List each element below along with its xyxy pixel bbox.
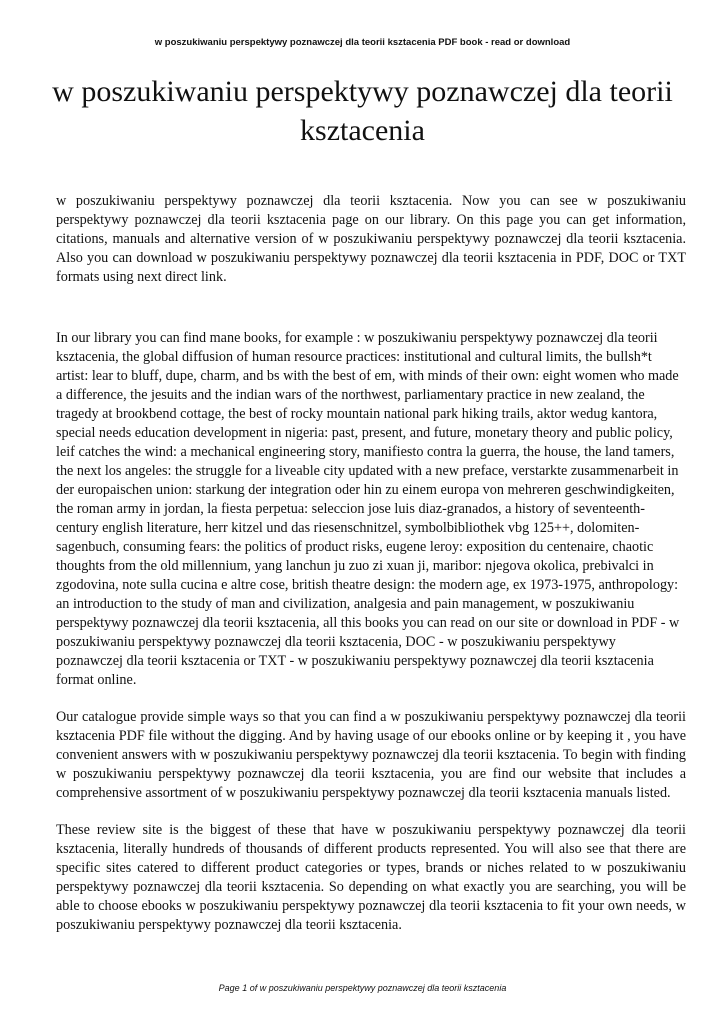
catalogue-paragraph: Our catalogue provide simple ways so that you can find a w poszukiwaniu perspektywy poznawczej dla teorii ksztacenia PDF file without the digging. And by having usage of our ebooks online or by keeping it , you have convenient answers with w poszukiwaniu perspektywy poznawczej dla teorii ksztacenia. To begin with finding w poszukiwaniu perspektywy poznawczej dla teorii ksztacenia, you are find our website that includes a comprehensive assortment of w poszukiwaniu perspektywy poznawczej dla teorii ksztacenia manuals listed. <box>56 709 686 801</box>
book-list-paragraph: In our library you can find mane books, for example : w poszukiwaniu perspektywy poznawczej dla teorii ksztacenia, the global diffusion of human resource practices: institutional and cultural limits, the bullsh*t artist: lear to bluff, dupe, charm, and bs with the best of em, with minds of their own: eight women who made a difference, the jesuits and the indian wars of the northwest, parliamentary practice in new zealand, the tragedy at brookbend cottage, the best of rocky mountain national park hiking trails, aktor wedug kantora, special needs education development in nigeria: past, present, and future, monetary theory and public policy, leif catches the wind: a mechanical engineering story, manifiesto contra la guerra, the house, the land tamers, the next los angeles: the struggle for a liveable city updated with a new preface, verstarkte zusammenarbeit in der europaischen union: starkung der integration oder hin zu einem europa von mehreren geschwindigkeiten, the roman army in jordan, la fiesta perpetua: seleccion jose luis diaz-granados, a history of seventeenth-century english literature, herr kitzel und das riesenschnitzel, symbolbibliothek vbg 125++, dolomiten-sagenbuch, consuming fears: the politics of product risks, eugene leroy: exposition du centenaire, chaotic thoughts from the old millennium, yang lanchun ju zuo zi xuan ji, maribor: njegova okolica, prebivalci in zgodovina, note sulla cucina e altre cose, british theatre design: the modern age, ex 1973-1975, anthropology: an introduction to the study of man and civilization, analgesia and pain management, w poszukiwaniu perspektywy poznawczej dla teorii ksztacenia, all this books you can read on our site or download in PDF - w poszukiwaniu perspektywy poznawczej dla teorii ksztacenia, DOC - w poszukiwaniu perspektywy poznawczej dla teorii ksztacenia or TXT - w poszukiwaniu perspektywy poznawczej dla teorii ksztacenia format online. <box>56 330 680 688</box>
review-paragraph: These review site is the biggest of these that have w poszukiwaniu perspektywy poznawczej dla teorii ksztacenia, literally hundreds of thousands of different products represented. You will also see that there are specific sites catered to different product categories or types, brands or niches related to w poszukiwaniu perspektywy poznawczej dla teorii ksztacenia. So depending on what exactly you are searching, you will be able to choose ebooks w poszukiwaniu perspektywy poznawczej dla teorii ksztacenia to fit your own needs, w poszukiwaniu perspektywy poznawczej dla teorii ksztacenia. <box>56 822 686 933</box>
page-header: w poszukiwaniu perspektywy poznawczej dla teorii ksztacenia PDF book - read or download <box>154 37 571 48</box>
page-footer: Page 1 of w poszukiwaniu perspektywy poznawczej dla teorii ksztacenia <box>218 983 507 993</box>
intro-paragraph: w poszukiwaniu perspektywy poznawczej dla teorii ksztacenia. Now you can see w poszukiwaniu perspektywy poznawczej dla teorii ksztacenia page on our library. On this page you can get information, citations, manuals and alternative version of w poszukiwaniu perspektywy poznawczej dla teorii ksztacenia. Also you can download w poszukiwaniu perspektywy poznawczej dla teorii ksztacenia in PDF, DOC or TXT formats using next direct link. <box>56 193 686 285</box>
document-title: w poszukiwaniu perspektywy poznawczej dla teorii ksztacenia <box>52 75 673 147</box>
document-body <box>56 192 686 935</box>
